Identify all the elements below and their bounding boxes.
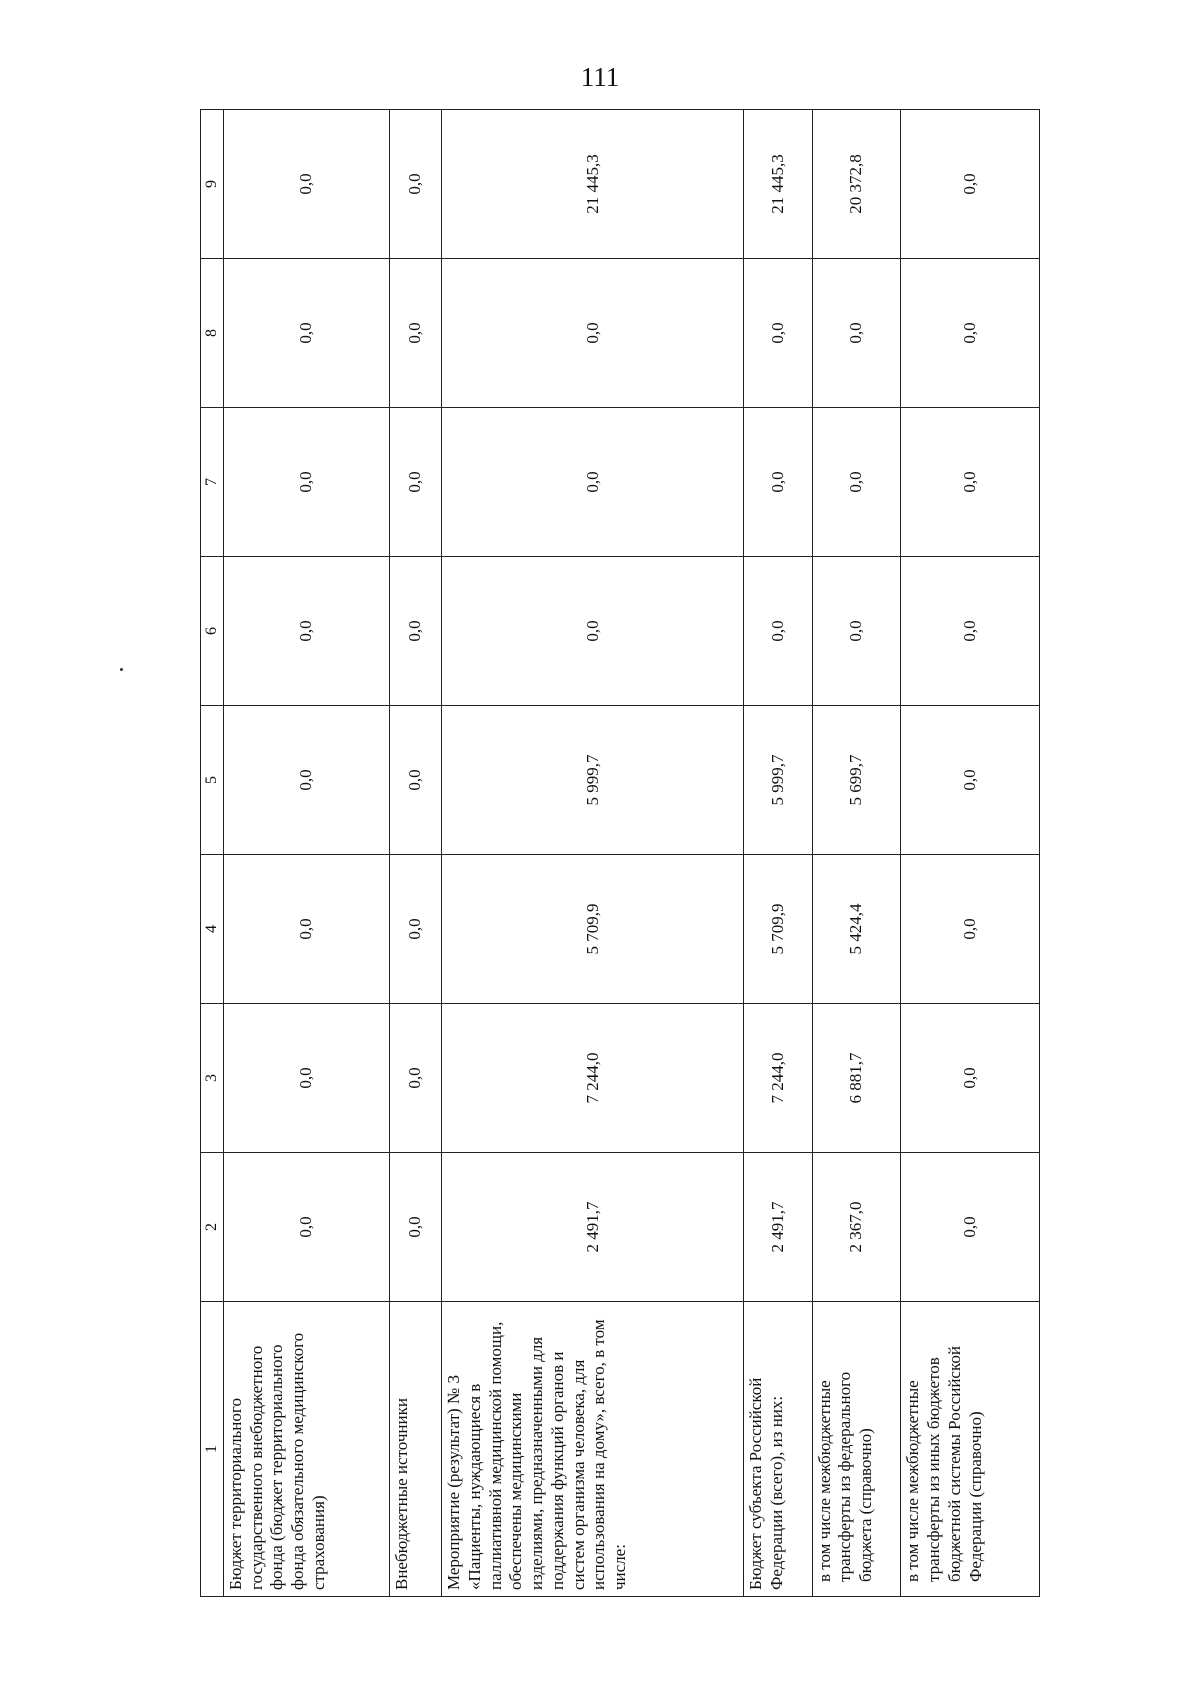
table-cell: 5 999,7 bbox=[744, 706, 812, 855]
table-cell: 0,0 bbox=[744, 259, 812, 408]
col-header-7: 7 bbox=[201, 408, 224, 557]
table-cell: 0,0 bbox=[224, 706, 390, 855]
table-cell: 0,0 bbox=[389, 110, 441, 259]
table-cell: 0,0 bbox=[389, 408, 441, 557]
page-number: 111 bbox=[580, 62, 620, 92]
table-cell: 20 372,8 bbox=[812, 110, 901, 259]
table-row bbox=[442, 110, 744, 1597]
col-header-4: 4 bbox=[201, 855, 224, 1004]
table-cell: 5 424,4 bbox=[812, 855, 901, 1004]
table-cell: 0,0 bbox=[901, 259, 1040, 408]
row-label: Бюджет субъекта Российской Федерации (всего), из них: bbox=[744, 1302, 812, 1597]
row-label: Мероприятие (результат) № 3 «Пациенты, нуждающиеся в паллиативной медицинской помощи, обеспечены медицинскими изделиями, предназначенными для поддержания функций органов и систем организма человека, для использования на дому», всего, в том числе: bbox=[442, 1302, 744, 1597]
table-cell: 5 709,9 bbox=[744, 855, 812, 1004]
col-header-9: 9 bbox=[201, 110, 224, 259]
table-cell: 7 244,0 bbox=[744, 1004, 812, 1153]
table-cell: 0,0 bbox=[389, 1153, 441, 1302]
table-cell: 0,0 bbox=[901, 408, 1040, 557]
col-header-5: 5 bbox=[201, 706, 224, 855]
table-cell: 0,0 bbox=[224, 855, 390, 1004]
table-cell: 0,0 bbox=[224, 259, 390, 408]
col-header-8: 8 bbox=[201, 259, 224, 408]
col-header-1: 1 bbox=[201, 1302, 224, 1597]
table-cell: 0,0 bbox=[442, 408, 744, 557]
table-cell: 0,0 bbox=[744, 408, 812, 557]
table-row bbox=[901, 110, 1040, 1597]
table-cell: 2 367,0 bbox=[812, 1153, 901, 1302]
budget-table bbox=[200, 109, 1040, 1597]
table-cell: 0,0 bbox=[901, 557, 1040, 706]
col-header-6: 6 bbox=[201, 557, 224, 706]
table-cell: 0,0 bbox=[901, 706, 1040, 855]
table-cell: 5 709,9 bbox=[442, 855, 744, 1004]
table-cell: 5 999,7 bbox=[442, 706, 744, 855]
table-cell: 0,0 bbox=[812, 259, 901, 408]
table-cell: 0,0 bbox=[901, 110, 1040, 259]
table-cell: 0,0 bbox=[901, 1004, 1040, 1153]
table-row bbox=[744, 110, 812, 1597]
table-cell: 0,0 bbox=[224, 557, 390, 706]
table-cell: 5 699,7 bbox=[812, 706, 901, 855]
table-row bbox=[812, 110, 901, 1597]
col-header-3: 3 bbox=[201, 1004, 224, 1153]
table-cell: 0,0 bbox=[224, 408, 390, 557]
table-cell: 21 445,3 bbox=[442, 110, 744, 259]
table-cell: 6 881,7 bbox=[812, 1004, 901, 1153]
table-cell: 0,0 bbox=[389, 706, 441, 855]
table-cell: 0,0 bbox=[442, 557, 744, 706]
table-cell: 0,0 bbox=[389, 1004, 441, 1153]
row-label: Бюджет территориального государственного внебюджетного фонда (бюджет территориального фонда обязательного медицинского страхования) bbox=[224, 1302, 390, 1597]
table-cell: 2 491,7 bbox=[744, 1153, 812, 1302]
table-cell: 0,0 bbox=[224, 1004, 390, 1153]
scan-speck bbox=[120, 668, 123, 671]
table-cell: 7 244,0 bbox=[442, 1004, 744, 1153]
col-header-2: 2 bbox=[201, 1153, 224, 1302]
table-cell: 0,0 bbox=[812, 408, 901, 557]
table-cell: 0,0 bbox=[389, 557, 441, 706]
header-row bbox=[201, 110, 224, 1597]
table-cell: 0,0 bbox=[442, 259, 744, 408]
table-cell: 0,0 bbox=[744, 557, 812, 706]
table-cell: 0,0 bbox=[389, 259, 441, 408]
table-cell: 0,0 bbox=[389, 855, 441, 1004]
rotated-table-wrapper bbox=[200, 110, 1040, 1597]
table-cell: 0,0 bbox=[812, 557, 901, 706]
table-cell: 0,0 bbox=[224, 110, 390, 259]
table-cell: 21 445,3 bbox=[744, 110, 812, 259]
row-label: в том числе межбюджетные трансферты из иных бюджетов бюджетной системы Российской Федерации (справочно) bbox=[901, 1302, 1040, 1597]
table-row bbox=[224, 110, 390, 1597]
table-row bbox=[389, 110, 441, 1597]
row-label: в том числе межбюджетные трансферты из федерального бюджета (справочно) bbox=[812, 1302, 901, 1597]
table-cell: 2 491,7 bbox=[442, 1153, 744, 1302]
table-cell: 0,0 bbox=[901, 1153, 1040, 1302]
table-cell: 0,0 bbox=[901, 855, 1040, 1004]
row-label: Внебюджетные источники bbox=[389, 1302, 441, 1597]
table-cell: 0,0 bbox=[224, 1153, 390, 1302]
